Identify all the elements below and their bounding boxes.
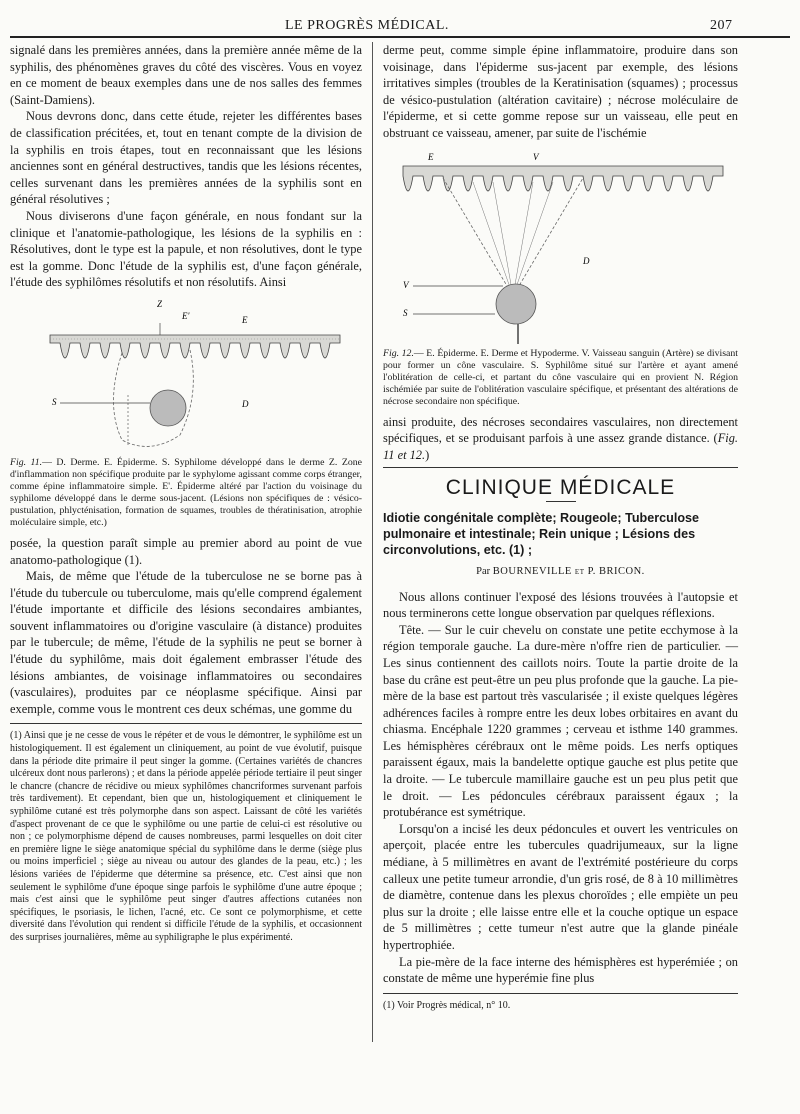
label-d: D — [242, 398, 249, 409]
figure-11-caption — [10, 457, 362, 529]
figure-11 — [10, 295, 362, 529]
figure-11-drawing — [10, 295, 362, 455]
paragraph: signalé dans les premières années, dans la première année même de la syphilis, des phénomènes graves du côté des viscères. Vous en voyez en ce moment de beaux exemples dans une de nos salles des femmes (Saint-Damiens). — [10, 43, 362, 107]
paragraph: Tête. — Sur le cuir chevelu on constate une petite ecchymose à la région temporale gauche. La dure-mère n'offre rien de particulier. — Les sinus contiennent des caillots noirs. Toute la partie droite de la base du crâne est peut-être un peu plus profonde que la gauche. La pie-mère de la base est partout très vascularisée ; il existe quelques légères adhérences faciles à rompre entre les deux lobes orbitaires en avant du chiasma. Encéphale 1220 grammes ; cerveau et isthme 140 grammes. Les hémisphères cérébraux ont le même poids. Les nerfs optiques paraissent égaux, mais la bandelette optique gauche est plus petite que la droite. — Le tubercule mamillaire gauche est un peu plus petit que le droit. — Les pédoncules cérébraux paraissent égaux ; la protubérance est symétrique. — [383, 622, 738, 820]
label-e-prime: E' — [182, 310, 190, 321]
right-column — [383, 42, 738, 1012]
column-divider — [372, 42, 373, 1042]
caption-text: — E. Épiderme. E. Derme et Hypoderme. V. Vaisseau sanguin (Artère) se divisant pour former un cône vasculaire. S. Syphilôme situé sur l'artère et ayant amené l'oblitération de celle-ci, et partant du cône vasculaire qui en provient N. Région ischémiée par suite de l'oblitération vasculaire spécifique, et présentant des altérations de nécrose secondaire non spécifique. — [383, 347, 739, 407]
label-d: D — [583, 255, 590, 266]
paragraph: derme peut, comme simple épine inflammatoire, produire dans son voisinage, dans l'épiderme sus-jacent par exemple, des lésions irritatives simples (troubles de la Keratinisation (squames) ; processus de vésico-pustulation (altération cavitaire) ; nécrose moléculaire de l'épiderme, et si cette gomme repose sur un vaisseau, elle peut en obstruant ce vaisseau, amener, par suite de l'ischémie — [383, 43, 738, 140]
paragraph — [383, 414, 738, 464]
caption-text: — D. Derme. E. Épiderme. S. Syphilome développé dans le derme Z. Zone d'inflammation non spécifique produite par le syphylome agissant comme corps étranger, comme épine inflammatoire simple. E'. Épiderme altéré par l'action du voisinage du syphilome développé dans le derme sous-jacent. (Lésions non spécifiques de : vésico-pustulation, phlycténisation, formation de squames, troubles de thératinisation, atrophie moléculaire simple, etc.) — [10, 456, 362, 528]
figure-12-drawing — [383, 146, 738, 346]
paragraph: Nous devrons donc, dans cette étude, rejeter les différentes bases de classification précitées, et, tout en tenant compte de la division de la syphilis en trois étapes, tout en reconnaissant que les lésions anciennes sont en général destructives, tandis que les lésions récentes, celles survenant dans les premières années de la syphilis sont en général résolutives ; — [10, 109, 362, 207]
section-title: CLINIQUE MÉDICALE — [445, 476, 676, 500]
left-column — [10, 42, 362, 945]
label-e: E — [242, 314, 248, 325]
article-subject: Idiotie congénitale complète; Rougeole; Tuberculose pulmonaire et intestinale; Rein unique ; Lésions des circonvolutions, etc. (1) ; — [383, 510, 700, 557]
footnote-rule — [10, 723, 362, 724]
text: ainsi produite, des nécroses secondaires vasculaires, non directement spécifiques, et se produisant parfois à une assez grande distance. ( — [383, 414, 738, 446]
label-z: Z — [157, 298, 163, 309]
paragraph: La pie-mère de la face interne des hémisphères est hyperémiée ; on constate de même une hyperémie fine plus — [383, 954, 738, 986]
paragraph: Mais, de même que l'étude de la tuberculose ne se borne pas à l'étude du tubercule ou tuberculome, mais qu'elle comprend également l'étude importante et difficile des lésions secondaires ambiantes, souvent inflammatoires ou d'origine vasculaire (à distance) produites par le tubercule; de même, l'étude de la syphilis ne peut se borner à l'étude du syphilôme, mais doit également embrasser l'étude des lésions ambiantes, de voisinage inflammatoires ou secondaires (vasculaires), produites par ce néoplasme spécifique. Ainsi par exemple, comme vous le montrent ces deux schémas, une gomme du — [10, 569, 362, 716]
authors-prefix: Par — [476, 565, 491, 577]
figure-reference: Fig. 11 et 12. — [383, 431, 738, 462]
journal-title: LE PROGRÈS MÉDICAL. — [285, 18, 449, 33]
paragraph: Nous allons continuer l'exposé des lésions trouvées à l'autopsie et nous terminerons cette longue observation par quelques réflexions. — [383, 589, 738, 621]
paragraph: Nous diviserons d'une façon générale, en nous fondant sur la clinique et l'anatomie-pathologique, les lésions de la syphilis en : Résolutives, dont le type est la papule, et non résolutives, dont le type est la gomme. Donc l'étude de la syphilis est, d'une façon générale, l'étude des syphilômes résolutifs et non résolutifs. Ainsi — [10, 208, 362, 290]
label-v-top: V — [533, 151, 539, 162]
label-s: S — [403, 307, 408, 318]
page-header — [0, 14, 800, 36]
section-divider — [383, 467, 738, 468]
article-authors — [383, 564, 738, 581]
paragraph: Lorsqu'on a incisé les deux pédoncules et ouvert les ventricules on aperçoit, placée entre les tubercules quadrijumeaux, sur la ligne médiane, à 5 millimètres en avant de l'extrémité postérieure du corps calleux une petite tumeur arrondie, d'un gris rosé, de 8 à 10 millimètres de diamètre, contenue dans les plexus choroïdes ; elle empiète un peu plus sur la droite ; elle laisse entre elle et la couche optique un espace de 5 millimètres ; cette tumeur n'est autre que la glande pinéale hypertrophiée. — [383, 821, 738, 952]
label-e: E — [428, 151, 434, 162]
figure-number: Fig. 11. — [10, 456, 43, 468]
label-s: S — [52, 396, 57, 407]
figure-number: Fig. 12. — [383, 347, 414, 359]
paragraph: posée, la question paraît simple au premier abord au point de vue anatomo-pathologique (1). — [10, 535, 362, 567]
figure-12-caption — [383, 348, 738, 408]
header-rule — [10, 36, 790, 38]
footnote: (1) Ainsi que je ne cesse de vous le répéter et de vous le démontrer, le syphilôme est un histologiquement. Il est également un cliniquement, au point de vue évolutif, puisque dans la période dite primaire il peut singer la gomme. (Certaines variétés de chancres ulcéreux dont nous parlerons) ; et dans la période appelée période tertiaire il peut singer le chancre (chancre de récidive ou mieux syphilômes chancriformes survenant parfois très tardivement). Et cependant, bien que un, histologiquement et cliniquement le syphilôme cutané est très polymorphe dans son aspect. Laissant de côté les variétés d'aspect provenant de ce que le syphilôme ou une partie de celui-ci est résolutive ou non ; ce polymorphisme dépend de causes nombreuses, parmi lesquelles on doit citer en première ligne le siège anatomique spécial du syphilôme dans le derme (siège plus ou moins imperficiel ; siège au niveau ou autour des glandes de la peau, etc.) ; les lésions variées de l'épiderme que détermine sa présence, etc. C'est ainsi que non seulement le syphilôme d'une époque singe parfois le syphilôme d'une autre époque ; mais c'est ainsi que le syphilôme peut singer d'autres affections cutanées non spécifiques, le psoriasis, le lichen, l'acné, etc. Ce sont ce polymorphisme, et cette diversité dans l'évolution qui rendent si difficile l'étude de la syphilis, et occasionnent des surprises journalières, même au syphiligraphe le plus expérimenté. — [10, 730, 362, 943]
page-number: 207 — [710, 18, 733, 33]
footnote-rule — [383, 993, 738, 994]
footnote: (1) Voir Progrès médical, n° 10. — [383, 999, 511, 1011]
label-v: V — [403, 279, 409, 290]
text: ) — [425, 447, 430, 462]
section-title-rule — [546, 501, 576, 502]
author-names: BOURNEVILLE et P. BRICON. — [492, 565, 645, 577]
figure-12 — [383, 146, 738, 408]
